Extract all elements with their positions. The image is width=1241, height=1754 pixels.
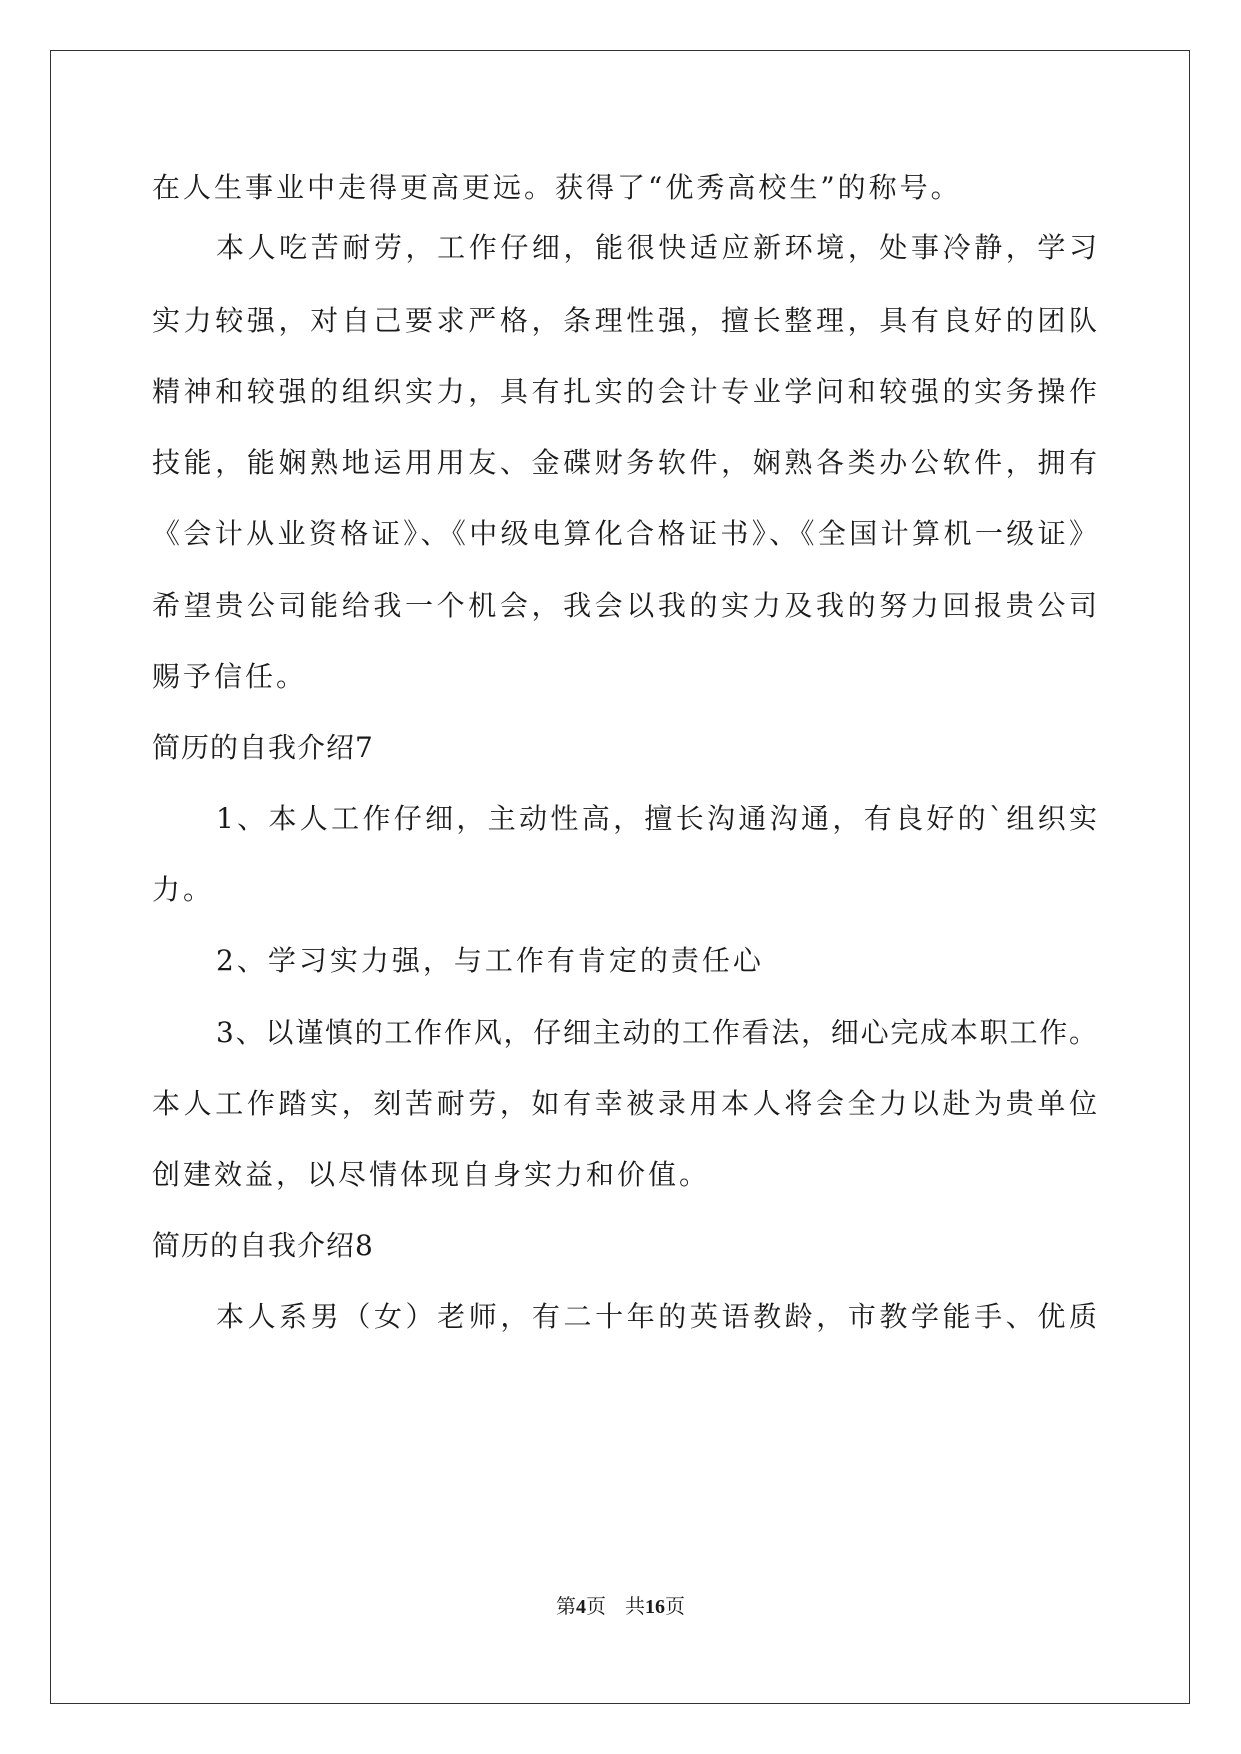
list-item-first-line: 3、以谨慎的工作作风，仔细主动的工作看法，细心完成本职工作。	[216, 1016, 1097, 1049]
page-suffix: 页	[585, 1594, 606, 1618]
paragraph-first-line: 本人吃苦耐劳，工作仔细，能很快适应新环境，处事冷静，学习	[216, 231, 1097, 264]
page-number: 4	[575, 1596, 586, 1618]
text-line: 实力较强，对自己要求严格，条理性强，擅长整理，具有良好的团队	[152, 304, 1097, 337]
text-line: 希望贵公司能给我一个机会，我会以我的实力及我的努力回报贵公司	[152, 589, 1097, 622]
page-prefix: 第	[555, 1594, 576, 1618]
list-item-first-line: 1、本人工作仔细，主动性高，擅长沟通沟通，有良好的`组织实	[216, 802, 1097, 835]
text-line: 在人生事业中走得更高更远。获得了“优秀高校生”的称号。	[152, 171, 962, 204]
section-heading: 简历的自我介绍8	[152, 1229, 374, 1262]
text-line: 技能，能娴熟地运用用友、金碟财务软件，娴熟各类办公软件，拥有	[152, 446, 1097, 479]
page-border	[50, 50, 1190, 1704]
text-line: 精神和较强的组织实力，具有扎实的会计专业学问和较强的实务操作	[152, 375, 1097, 408]
total-pages: 16	[645, 1596, 666, 1618]
text-line: 力。	[152, 873, 215, 906]
total-suffix: 页	[665, 1594, 686, 1618]
text-line: 赐予信任。	[152, 660, 308, 693]
text-line: 本人工作踏实，刻苦耐劳，如有幸被录用本人将会全力以赴为贵单位	[152, 1087, 1097, 1120]
page-footer	[0, 1592, 1241, 1621]
list-item: 2、学习实力强，与工作有肯定的责任心	[216, 944, 764, 977]
section-heading: 简历的自我介绍7	[152, 731, 374, 764]
total-prefix: 共	[625, 1594, 646, 1618]
text-line: 《会计从业资格证》、《中级电算化合格证书》、《全国计算机一级证》	[152, 517, 1097, 550]
text-line: 创建效益，以尽情体现自身实力和价值。	[152, 1158, 711, 1191]
paragraph-first-line: 本人系男（女）老师，有二十年的英语教龄，市教学能手、优质	[216, 1300, 1097, 1333]
